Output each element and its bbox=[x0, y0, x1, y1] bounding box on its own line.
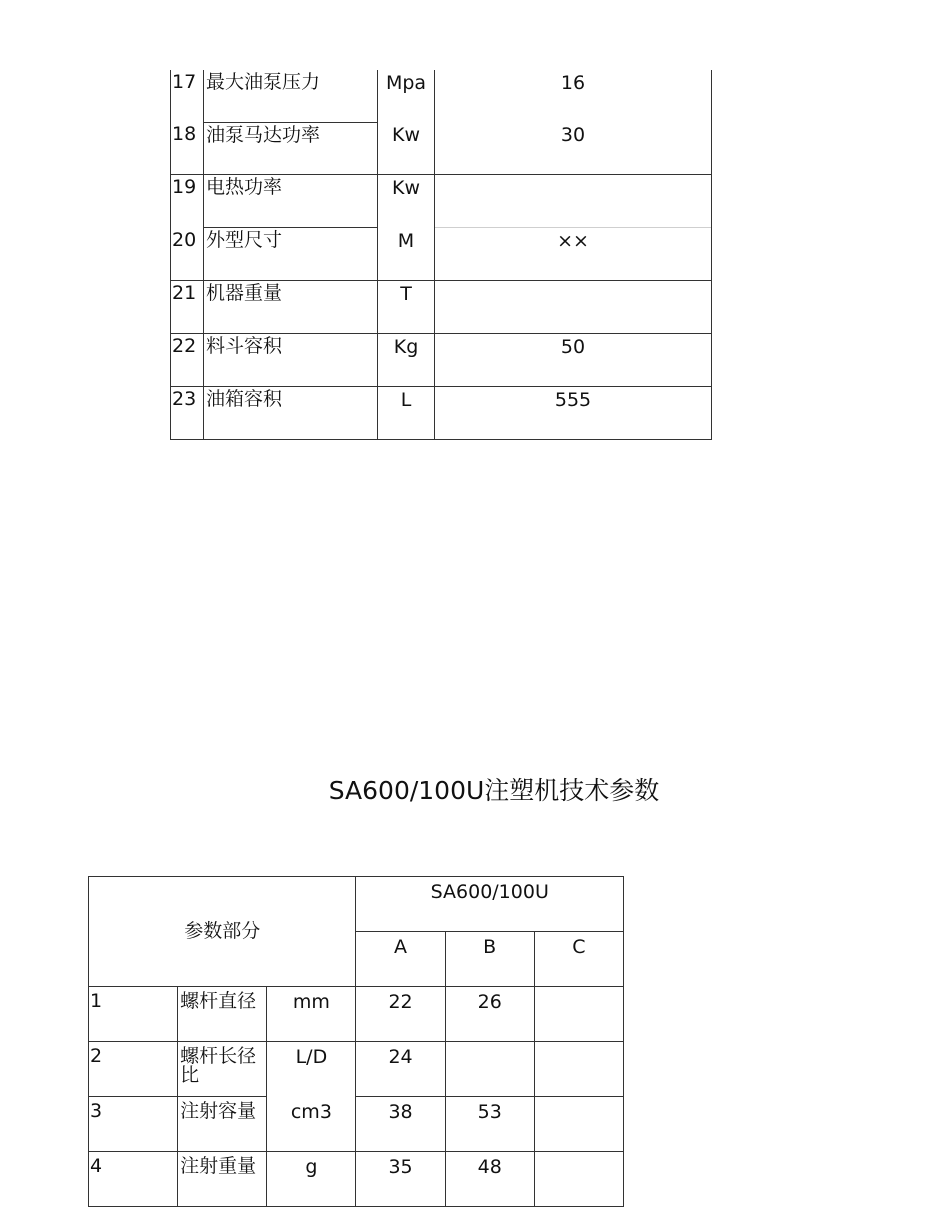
param-section-header: 参数部分 bbox=[89, 877, 356, 987]
param-name: 最大油泵压力 bbox=[204, 70, 378, 122]
param-unit: cm3 bbox=[267, 1097, 356, 1152]
param-name: 螺杆长径比 bbox=[178, 1042, 267, 1097]
table-row bbox=[171, 281, 712, 334]
value-c bbox=[534, 1042, 623, 1097]
value-a: 35 bbox=[356, 1152, 445, 1207]
param-unit: T bbox=[378, 281, 435, 334]
param-name: 电热功率 bbox=[204, 175, 378, 228]
param-unit: Mpa bbox=[378, 70, 435, 122]
param-name: 螺杆直径 bbox=[178, 987, 267, 1042]
param-value: 30 bbox=[435, 122, 712, 175]
row-number: 22 bbox=[171, 334, 204, 387]
value-a: 22 bbox=[356, 987, 445, 1042]
table-header-row bbox=[89, 877, 624, 932]
value-b: 26 bbox=[445, 987, 534, 1042]
row-number: 20 bbox=[171, 228, 204, 281]
column-header-a: A bbox=[356, 932, 445, 987]
param-unit: L bbox=[378, 387, 435, 440]
param-unit: Kw bbox=[378, 175, 435, 228]
value-c bbox=[534, 1152, 623, 1207]
value-b: 53 bbox=[445, 1097, 534, 1152]
table-row bbox=[89, 1097, 624, 1152]
param-value: 555 bbox=[435, 387, 712, 440]
value-c bbox=[534, 987, 623, 1042]
param-value: 50 bbox=[435, 334, 712, 387]
param-name: 油泵马达功率 bbox=[204, 122, 378, 175]
model-header: SA600/100U bbox=[356, 877, 624, 932]
table-row bbox=[171, 387, 712, 440]
table-row bbox=[171, 228, 712, 281]
param-unit: g bbox=[267, 1152, 356, 1207]
spec-table bbox=[88, 876, 624, 1207]
param-value bbox=[435, 175, 712, 228]
param-name: 注射容量 bbox=[178, 1097, 267, 1152]
column-header-c: C bbox=[534, 932, 623, 987]
value-a: 38 bbox=[356, 1097, 445, 1152]
param-name: 料斗容积 bbox=[204, 334, 378, 387]
spec-table-continued bbox=[170, 70, 712, 440]
param-value: 16 bbox=[435, 70, 712, 122]
param-name: 注射重量 bbox=[178, 1152, 267, 1207]
value-a: 24 bbox=[356, 1042, 445, 1097]
value-c bbox=[534, 1097, 623, 1152]
table-row bbox=[171, 70, 712, 122]
table-row bbox=[89, 1152, 624, 1207]
row-number: 4 bbox=[89, 1152, 178, 1207]
table-row bbox=[171, 334, 712, 387]
document-title: SA600/100U注塑机技术参数 bbox=[328, 776, 660, 805]
param-unit: M bbox=[378, 228, 435, 281]
row-number: 18 bbox=[171, 122, 204, 175]
table-row bbox=[89, 1042, 624, 1097]
value-b: 48 bbox=[445, 1152, 534, 1207]
table-row bbox=[171, 122, 712, 175]
param-value bbox=[435, 281, 712, 334]
row-number: 21 bbox=[171, 281, 204, 334]
table-row bbox=[171, 175, 712, 228]
row-number: 3 bbox=[89, 1097, 178, 1152]
param-unit: Kg bbox=[378, 334, 435, 387]
param-name: 机器重量 bbox=[204, 281, 378, 334]
table-row bbox=[89, 987, 624, 1042]
row-number: 2 bbox=[89, 1042, 178, 1097]
row-number: 19 bbox=[171, 175, 204, 228]
param-unit: mm bbox=[267, 987, 356, 1042]
param-name: 外型尺寸 bbox=[204, 228, 378, 281]
param-unit: L/D bbox=[267, 1042, 356, 1097]
value-b bbox=[445, 1042, 534, 1097]
param-unit: Kw bbox=[378, 122, 435, 175]
row-number: 1 bbox=[89, 987, 178, 1042]
param-name: 油箱容积 bbox=[204, 387, 378, 440]
row-number: 17 bbox=[171, 70, 204, 122]
row-number: 23 bbox=[171, 387, 204, 440]
param-value: ×× bbox=[435, 228, 712, 281]
column-header-b: B bbox=[445, 932, 534, 987]
